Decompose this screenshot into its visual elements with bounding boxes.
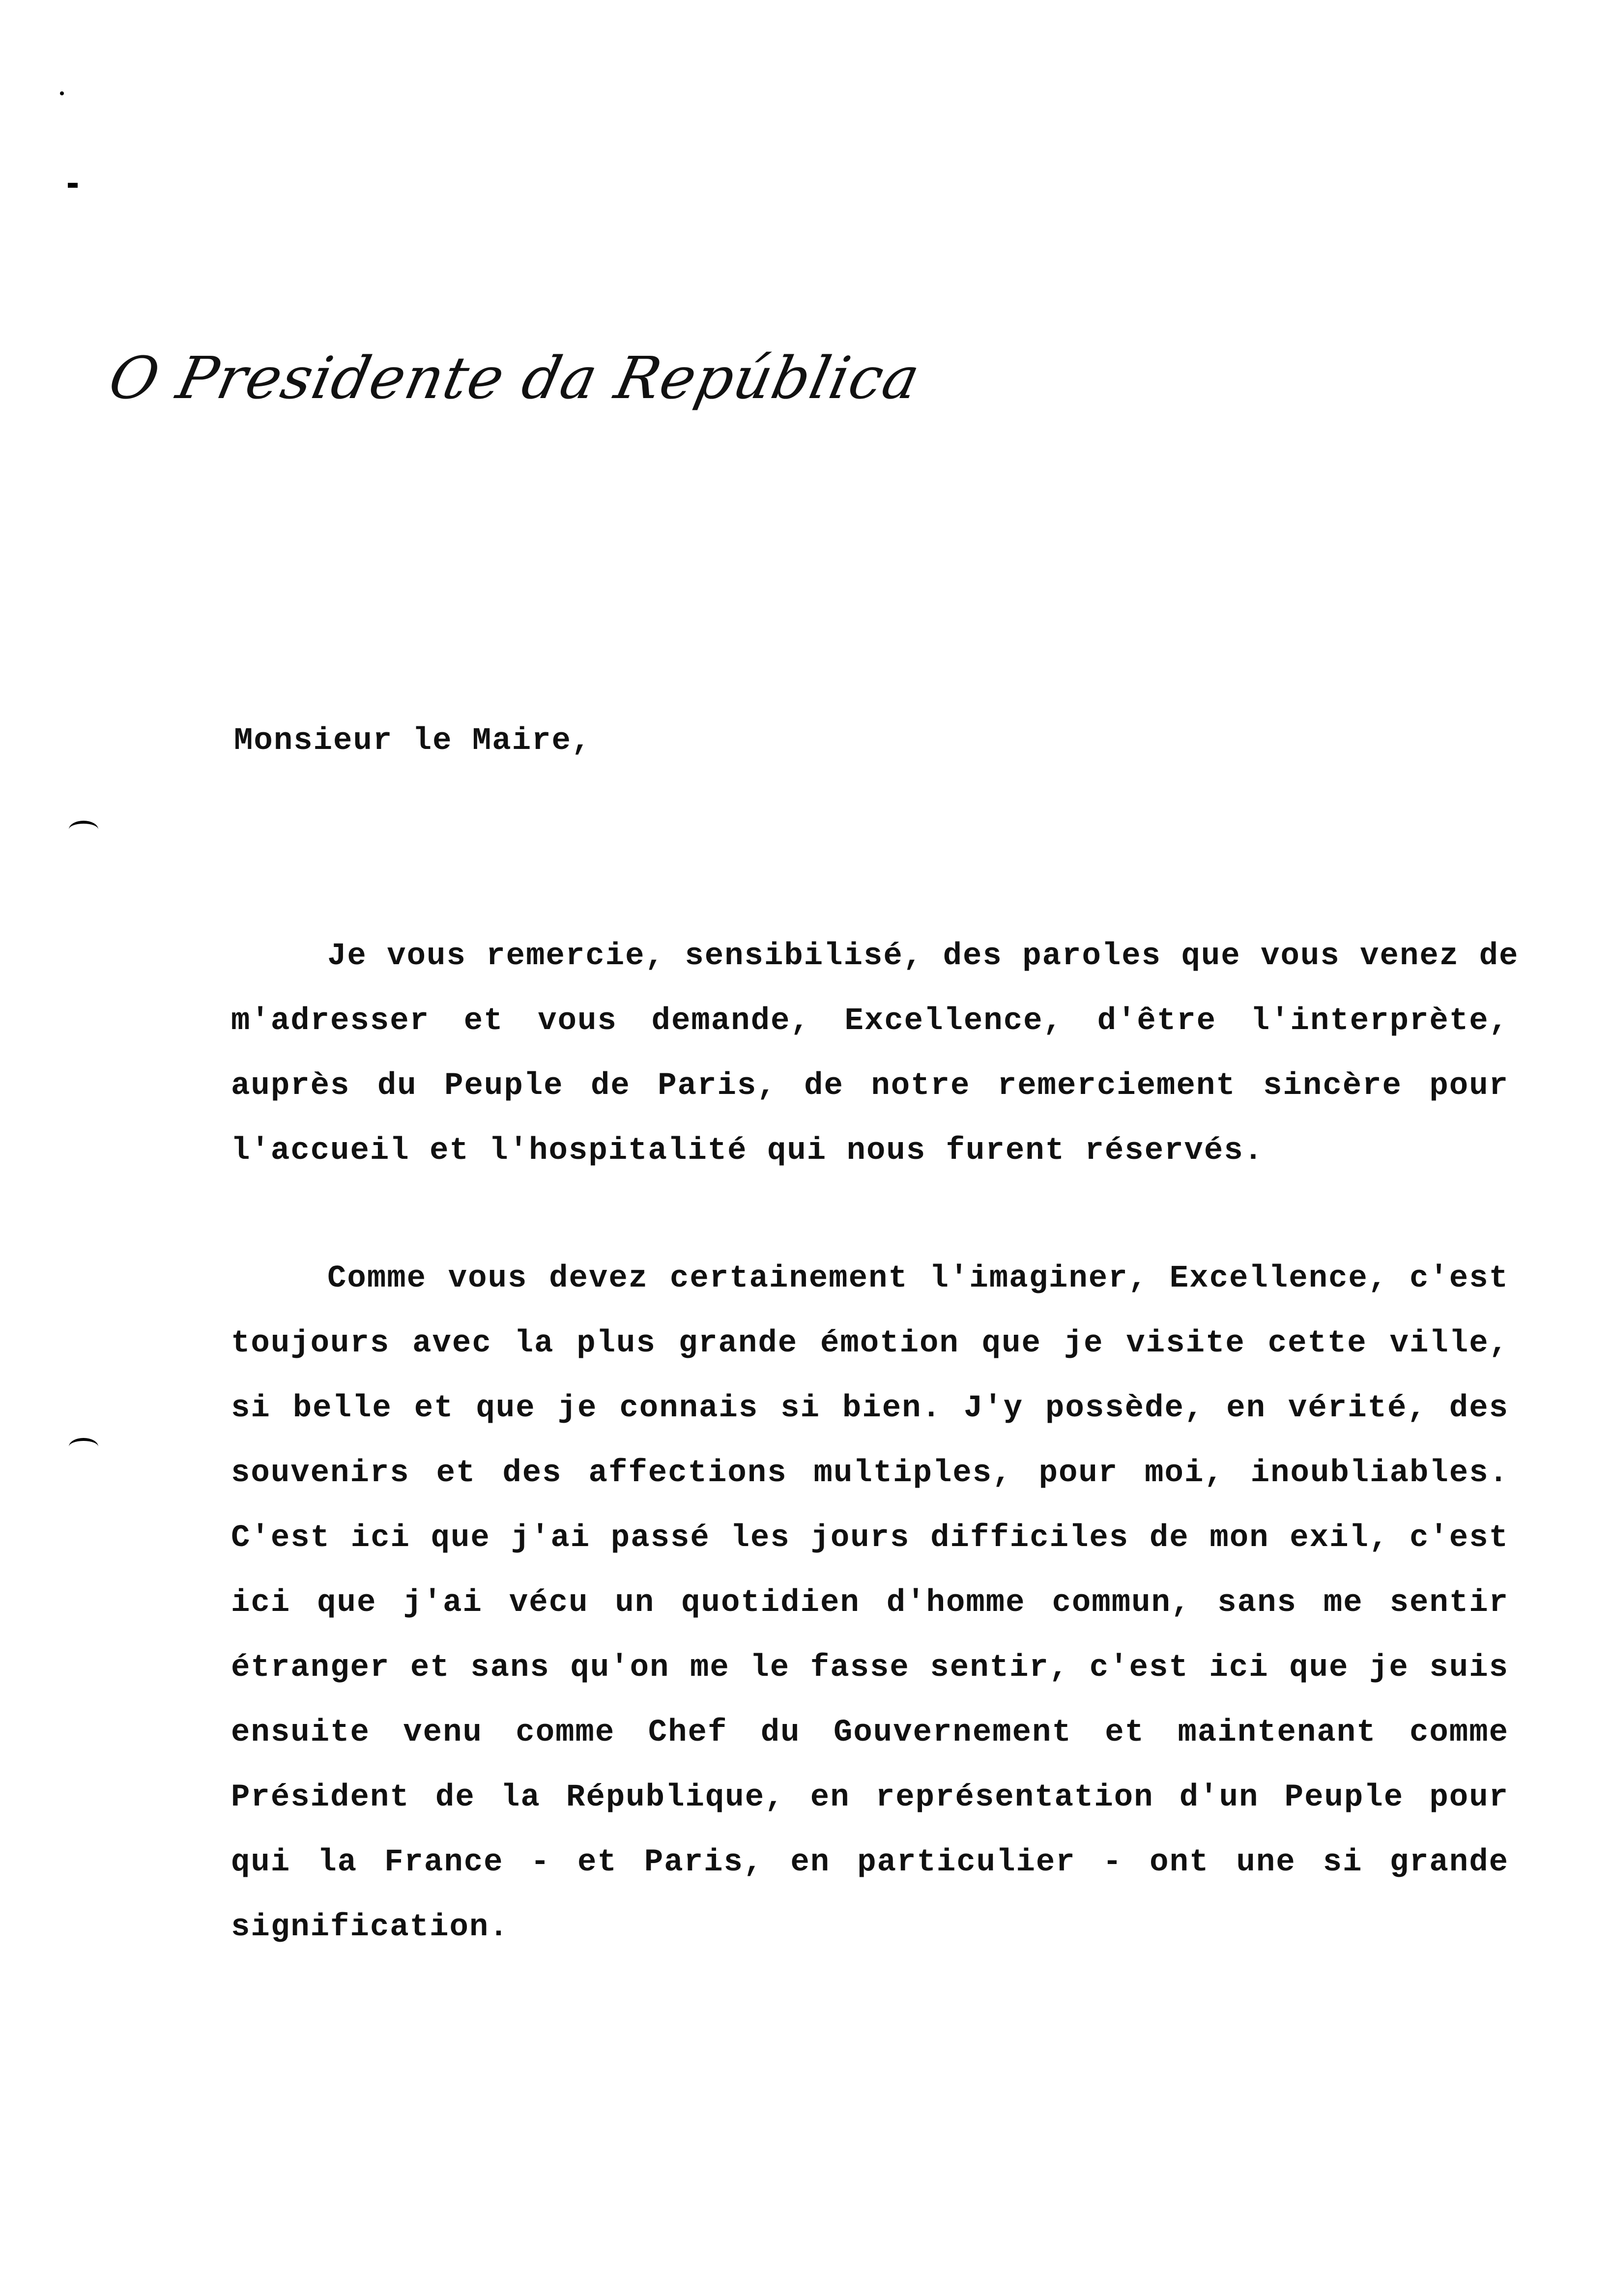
- paragraph-line: qui la France - et Paris, en particulier - ont une si grande: [231, 1845, 1509, 1880]
- paragraph-1: [231, 924, 1519, 1183]
- salutation: Monsieur le Maire,: [234, 723, 592, 759]
- scan-margin-mark: [69, 1438, 98, 1456]
- paragraph-line: m'adresser et vous demande, Excellence, d'être l'interprète,: [231, 1004, 1509, 1039]
- paragraph-line: l'accueil et l'hospitalité qui nous furent réservés.: [231, 1133, 1264, 1169]
- paragraph-line: souvenirs et des affections multiples, pour moi, inoubliables.: [231, 1456, 1509, 1491]
- paragraph-line: auprès du Peuple de Paris, de notre remerciement sincère pour: [231, 1068, 1509, 1104]
- paragraph-line: C'est ici que j'ai passé les jours difficiles de mon exil, c'est: [231, 1521, 1509, 1556]
- paragraph-line: ici que j'ai vécu un quotidien d'homme commun, sans me sentir: [231, 1585, 1509, 1621]
- paragraph-line: toujours avec la plus grande émotion que je visite cette ville,: [231, 1326, 1509, 1361]
- paragraph-line: Président de la République, en représentation d'un Peuple pour: [231, 1780, 1509, 1815]
- paragraph-line: Comme vous devez certainement l'imaginer, Excellence, c'est: [327, 1261, 1509, 1296]
- paragraph-2: [231, 1246, 1509, 1960]
- letterhead-title: O Presidente da República: [103, 344, 926, 412]
- paragraph-line: si belle et que je connais si bien. J'y possède, en vérité, des: [231, 1391, 1509, 1426]
- paragraph-line: signification.: [231, 1910, 509, 1945]
- scan-dash-mark: [68, 183, 78, 188]
- paragraph-line: étranger et sans qu'on me le fasse sentir, c'est ici que je suis: [231, 1650, 1509, 1686]
- scan-margin-mark: [69, 821, 98, 838]
- scan-speck: [60, 91, 64, 95]
- paragraph-line: Je vous remercie, sensibilisé, des paroles que vous venez de: [327, 939, 1519, 974]
- paragraph-line: ensuite venu comme Chef du Gouvernement et maintenant comme: [231, 1715, 1509, 1751]
